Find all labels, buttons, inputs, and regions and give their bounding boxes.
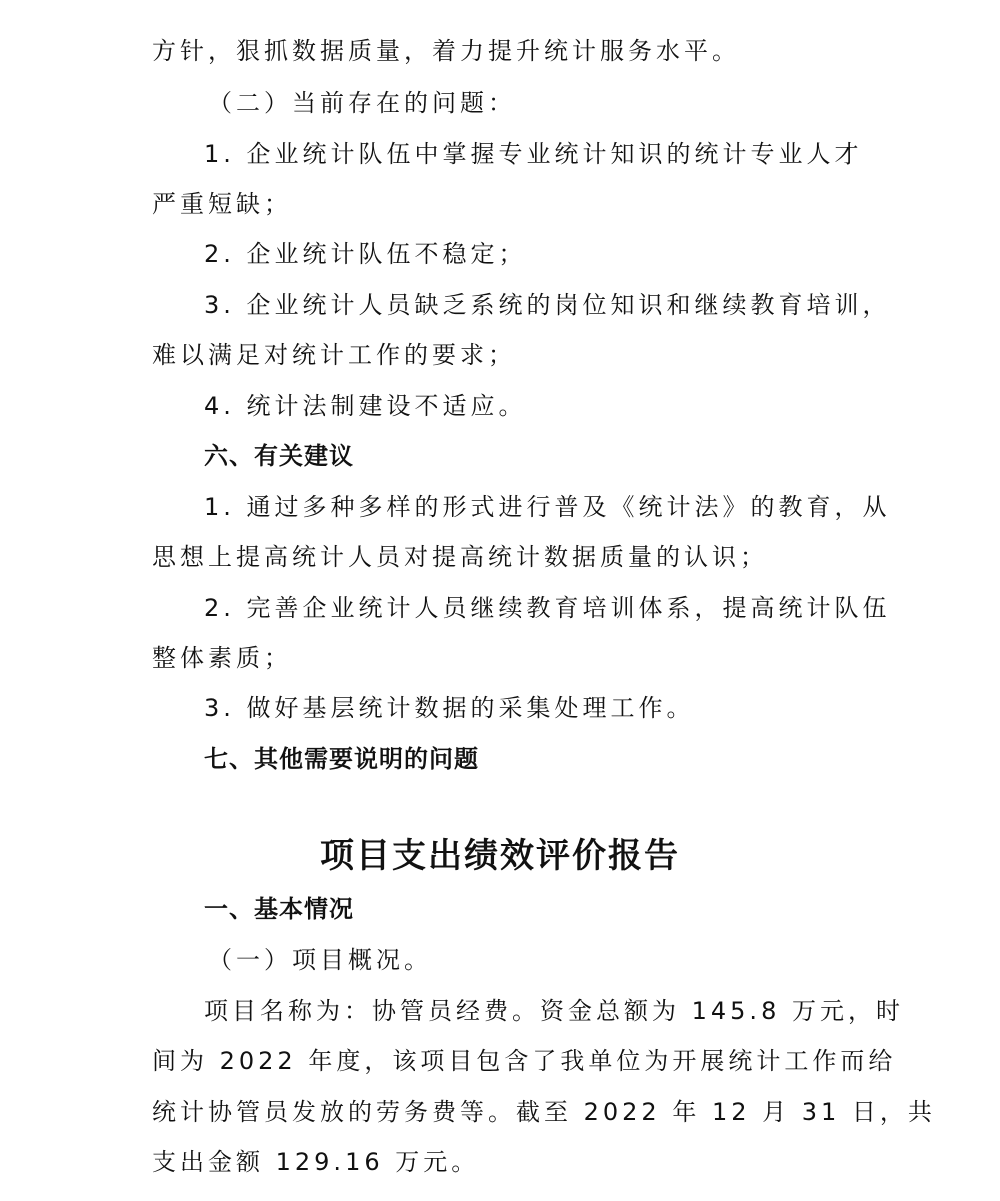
list-item: 2. 企业统计队伍不稳定； (204, 240, 527, 268)
paragraph-line: 间为 2022 年度，该项目包含了我单位为开展统计工作而给 (152, 1047, 897, 1075)
list-item: 1. 通过多种多样的形式进行普及《统计法》的教育，从 (204, 493, 891, 521)
paragraph-line: 方针，狠抓数据质量，着力提升统计服务水平。 (152, 37, 740, 65)
paragraph-line: 严重短缺； (152, 190, 292, 218)
subsection-heading: （二）当前存在的问题： (208, 89, 516, 117)
paragraph-line: 整体素质； (152, 644, 292, 672)
section-heading: 六、有关建议 (204, 442, 354, 470)
paragraph-line: 思想上提高统计人员对提高统计数据质量的认识； (152, 543, 768, 571)
list-item: 3. 做好基层统计数据的采集处理工作。 (204, 694, 695, 722)
section-heading: 一、基本情况 (204, 895, 354, 923)
subsection-heading: （一）项目概况。 (208, 946, 432, 974)
list-item: 4. 统计法制建设不适应。 (204, 392, 527, 420)
list-item: 1. 企业统计队伍中掌握专业统计知识的统计专业人才 (204, 140, 863, 168)
section-heading: 七、其他需要说明的问题 (204, 745, 479, 773)
list-item: 3. 企业统计人员缺乏系统的岗位知识和继续教育培训， (204, 291, 891, 319)
paragraph-line: 统计协管员发放的劳务费等。截至 2022 年 12 月 31 日，共 (152, 1098, 936, 1126)
report-title: 项目支出绩效评价报告 (320, 836, 680, 876)
list-item: 2. 完善企业统计人员继续教育培训体系，提高统计队伍 (204, 594, 891, 622)
paragraph-line: 难以满足对统计工作的要求； (152, 341, 516, 369)
paragraph-line: 项目名称为：协管员经费。资金总额为 145.8 万元，时 (204, 997, 904, 1025)
paragraph-line: 支出金额 129.16 万元。 (152, 1148, 480, 1176)
